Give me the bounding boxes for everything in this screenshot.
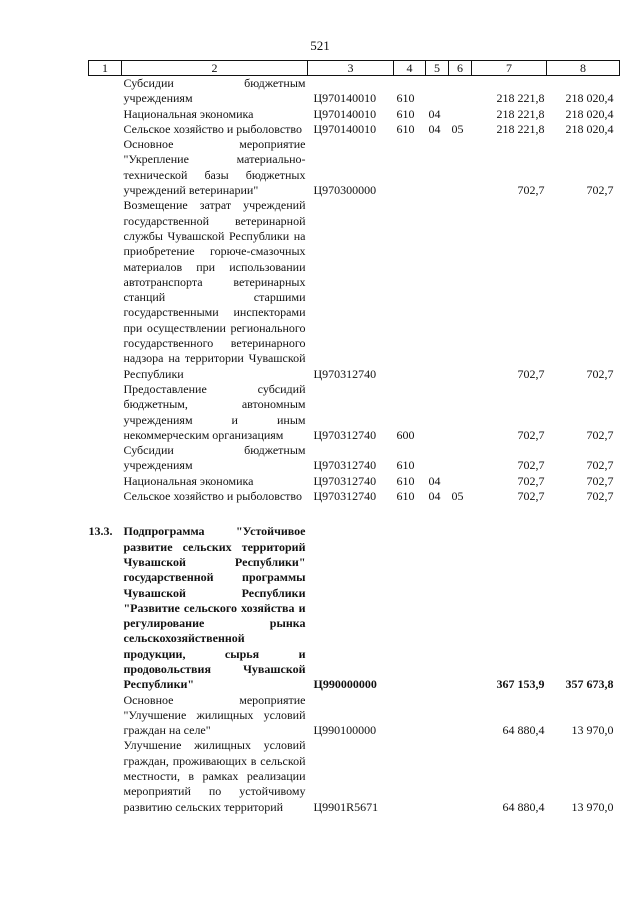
row-col-5: 04 — [428, 121, 441, 136]
row-amount-8: 13 970,0 — [571, 799, 614, 814]
header-col-5: 5 — [426, 61, 449, 76]
row-code: Ц970140010 — [313, 91, 377, 106]
row-col-6 — [449, 137, 472, 198]
row-amount-7: 702,7 — [517, 489, 545, 504]
row-code: Ц990100000 — [313, 723, 377, 738]
row-col-5: 04 — [428, 106, 441, 121]
header-col-1: 1 — [89, 61, 122, 76]
table-row — [89, 137, 620, 198]
table-row — [89, 474, 620, 489]
row-amount-8: 357 673,8 — [565, 677, 614, 692]
row-name: Субсидии бюджетным учреждениям — [123, 443, 306, 473]
row-amount-7: 702,7 — [517, 183, 545, 198]
row-code: Ц970140010 — [313, 106, 377, 121]
row-col-5 — [426, 76, 449, 107]
row-col-6 — [449, 443, 472, 474]
row-number — [89, 76, 122, 107]
header-col-8: 8 — [547, 61, 620, 76]
row-col-4: 610 — [396, 489, 415, 504]
row-name: Национальная экономика — [123, 473, 254, 488]
row-amount-7: 702,7 — [517, 458, 545, 473]
row-name: Возмещение затрат учреждений государственной ветеринарной службы Чувашской Республики на приобретение горюче-смазочных материалов при использовании автотранспорта ветеринарных станций старшими государственными инспекторами при осуществлении регионального государственного ветеринарного надзора на территории Чувашской Республики — [123, 198, 306, 381]
row-number: 13.3. — [88, 524, 113, 539]
row-name: Улучшение жилищных условий граждан, проживающих в сельской местности, в рамках реализации мероприятий по устойчивому развитию сельских территорий — [123, 738, 306, 814]
row-number — [89, 107, 122, 122]
table-row — [89, 107, 620, 122]
row-amount-7: 218 221,8 — [496, 106, 545, 121]
table-row — [89, 76, 620, 107]
row-amount-8: 702,7 — [586, 473, 614, 488]
row-number — [89, 198, 122, 382]
row-number — [89, 474, 122, 489]
row-col-4 — [394, 198, 426, 382]
budget-table — [88, 60, 620, 815]
row-name: Субсидии бюджетным учреждениям — [123, 76, 306, 106]
row-name: Сельское хозяйство и рыболовство — [123, 489, 303, 504]
row-code: Ц970312740 — [313, 489, 377, 504]
table-row — [89, 738, 620, 814]
row-number — [89, 382, 122, 443]
row-amount-7: 367 153,9 — [496, 677, 545, 692]
table-row — [89, 382, 620, 443]
row-col-4 — [394, 738, 426, 814]
row-name: Подпрограмма "Устойчивое развитие сельских территорий Чувашской Республики" государственной программы Чувашской Республики "Развитие сельского хозяйства и регулирование рынка сельскохозяйственной продукции, сырья и продовольствия Чувашской Республики" — [123, 524, 306, 692]
table-row — [89, 198, 620, 382]
row-col-5 — [426, 198, 449, 382]
row-amount-8: 702,7 — [586, 427, 614, 442]
header-col-2: 2 — [122, 61, 308, 76]
header-col-3: 3 — [308, 61, 394, 76]
row-name: Предоставление субсидий бюджетным, автономным учреждениям и иным некоммерческим организациям — [123, 381, 306, 442]
row-code: Ц970312740 — [313, 366, 377, 381]
table-row — [89, 443, 620, 474]
row-col-4: 610 — [396, 473, 415, 488]
row-name: Основное мероприятие "Укрепление материально-технической базы бюджетных учреждений ветеринарии" — [123, 137, 306, 198]
row-number — [89, 489, 122, 504]
table-row — [89, 693, 620, 739]
row-col-4 — [394, 137, 426, 198]
row-name: Национальная экономика — [123, 106, 254, 121]
header-col-6: 6 — [449, 61, 472, 76]
row-amount-7: 218 221,8 — [496, 91, 545, 106]
row-col-5: 04 — [428, 489, 441, 504]
row-code: Ц970312740 — [313, 458, 377, 473]
row-code: Ц970300000 — [313, 183, 377, 198]
row-col-4: 610 — [396, 121, 415, 136]
row-col-5 — [426, 382, 449, 443]
row-code: Ц970312740 — [313, 473, 377, 488]
row-col-5 — [426, 524, 449, 692]
row-col-6: 05 — [451, 489, 464, 504]
row-col-5 — [426, 738, 449, 814]
header-col-7: 7 — [472, 61, 547, 76]
table-row — [89, 489, 620, 504]
row-amount-7: 702,7 — [517, 427, 545, 442]
spacer-cell — [89, 504, 620, 524]
row-code: Ц970312740 — [313, 427, 377, 442]
table-row — [89, 122, 620, 137]
row-amount-7: 702,7 — [517, 473, 545, 488]
row-col-6 — [449, 738, 472, 814]
row-amount-8: 218 020,4 — [565, 91, 614, 106]
row-col-5: 04 — [428, 473, 441, 488]
row-amount-7: 218 221,8 — [496, 121, 545, 136]
row-amount-8: 702,7 — [586, 183, 614, 198]
row-col-5 — [426, 443, 449, 474]
table-header-row — [89, 61, 620, 76]
row-number — [89, 443, 122, 474]
header-col-4: 4 — [394, 61, 426, 76]
row-amount-8: 702,7 — [586, 458, 614, 473]
row-amount-7: 702,7 — [517, 366, 545, 381]
table-row — [89, 524, 620, 692]
row-col-6 — [449, 76, 472, 107]
row-col-6: 05 — [451, 121, 464, 136]
row-name: Основное мероприятие "Улучшение жилищных условий граждан на селе" — [123, 692, 306, 738]
row-number — [89, 738, 122, 814]
row-amount-8: 702,7 — [586, 366, 614, 381]
row-code: Ц9901R5671 — [313, 799, 379, 814]
row-col-5 — [426, 693, 449, 739]
row-col-4: 610 — [396, 458, 415, 473]
row-col-6 — [449, 474, 472, 489]
row-name: Сельское хозяйство и рыболовство — [123, 121, 303, 136]
row-amount-8: 13 970,0 — [571, 723, 614, 738]
row-code: Ц990000000 — [313, 677, 377, 692]
row-col-4: 610 — [396, 106, 415, 121]
row-amount-8: 218 020,4 — [565, 106, 614, 121]
spacer-row — [89, 504, 620, 524]
row-col-4 — [394, 524, 426, 692]
row-col-4 — [394, 693, 426, 739]
page-number: 521 — [310, 38, 330, 53]
row-number — [89, 122, 122, 137]
row-col-4: 600 — [396, 427, 415, 442]
row-amount-8: 218 020,4 — [565, 121, 614, 136]
row-col-6 — [449, 198, 472, 382]
row-col-6 — [449, 382, 472, 443]
row-number — [89, 137, 122, 198]
row-amount-8: 702,7 — [586, 489, 614, 504]
row-col-4: 610 — [396, 91, 415, 106]
row-code: Ц970140010 — [313, 121, 377, 136]
row-col-6 — [449, 524, 472, 692]
table-body — [89, 76, 620, 815]
row-col-6 — [449, 107, 472, 122]
row-amount-7: 64 880,4 — [502, 799, 545, 814]
row-col-5 — [426, 137, 449, 198]
row-col-6 — [449, 693, 472, 739]
row-number — [89, 693, 122, 739]
row-amount-7: 64 880,4 — [502, 723, 545, 738]
